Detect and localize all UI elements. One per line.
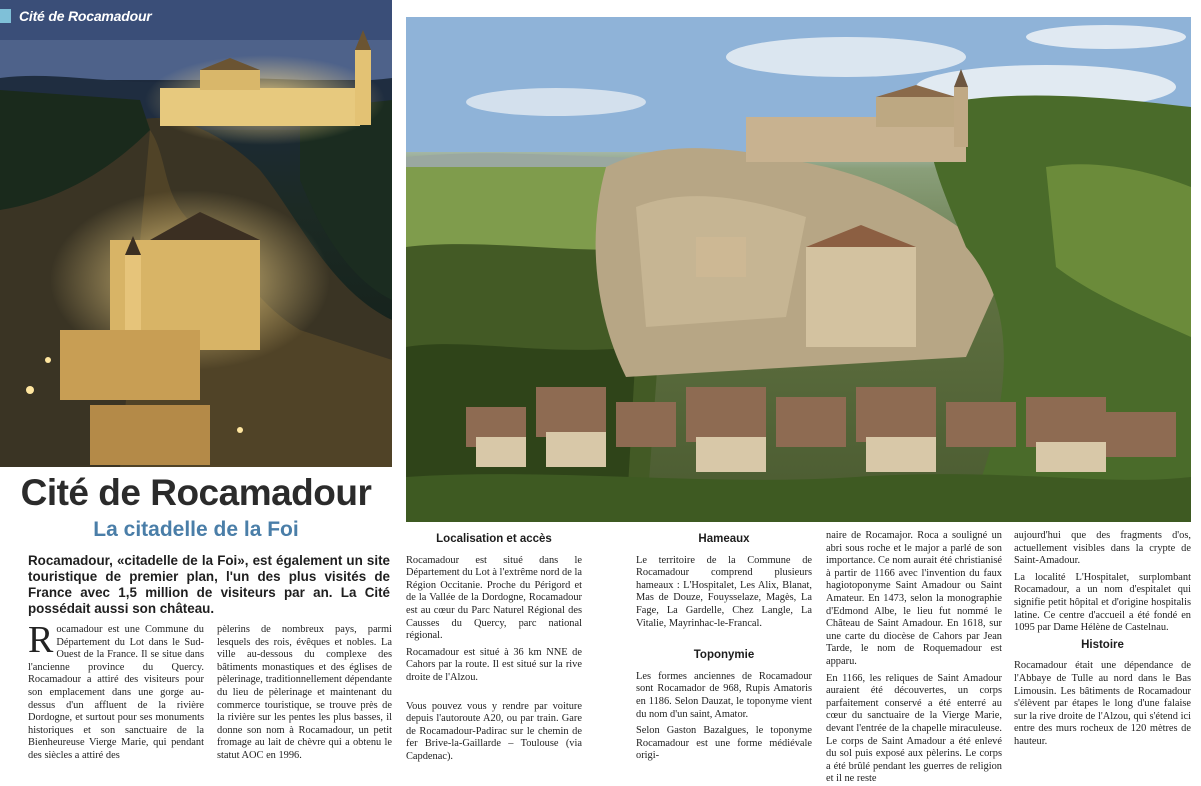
headline: Cité de Rocamadour <box>20 472 372 513</box>
article-column-5 <box>826 530 1002 785</box>
reliques-paragraph-continued: aujourd'hui que des fragments d'os, actuellement visibles dans la crypte de Saint-Amadour. <box>1014 530 1191 567</box>
day-photo-rocamadour <box>406 17 1191 522</box>
section-tab-marker <box>0 9 11 23</box>
toponymie-paragraph-2: Selon Gaston Bazalgues, le toponyme Rocamadour est une forme médiévale origi- <box>636 725 812 762</box>
hospitalet-paragraph: La localité L'Hospitalet, surplombant Rocamadour, a un nom d'espitalet qui signifie petit hôpital et d'origine hospitalis latine. Ce centre d'accueil a été fondé en 1095 par Dame Hélène de Castelnau. <box>1014 571 1191 634</box>
subheadline: La citadelle de la Foi <box>93 518 299 541</box>
histoire-paragraph: Rocamadour était une dépendance de l'Abbaye de Tulle au nord dans le Bas Limousin. Les bâtiments de Rocamadour s'élèvent par étapes le long d'une falaise sur la rive droite de l'Alzou, qui s'étend ici entre des murs rocheux de 120 mètres de hauteur. <box>1014 660 1191 747</box>
article-column-4 <box>636 530 812 762</box>
intro-paragraph-continued: pèlerins de nombreux pays, parmi lesquels des rois, évêques et nobles. La ville au-dessous du complexe des bâtiments monastiques et des églises de pèlerinage, traditionnellement dépendante du lieu de pèlerinage et maintenant du commerce touristique, se trouve près de la rivière sur les pentes les plus basses, il donne son nom à Rocamadour, un petit fromage au lait de chèvre qui a obtenu le statut AOC en 1996. <box>217 624 392 761</box>
drop-cap: R <box>28 619 54 661</box>
heading-toponymie: Toponymie <box>693 649 755 662</box>
article-column-3 <box>406 530 582 762</box>
heading-localisation: Localisation et accès <box>436 533 552 545</box>
reliques-paragraph: En 1166, les reliques de Saint Amadour auraient été découvertes, un corps parfaitement conservé a été enterré au cœur du sanctuaire de la Vierge Marie, devant l'entrée de la chapelle miraculeuse. Le corps de Saint Amadour a été enlevé du sol puis exposé aux pèlerins. Le corps a été brûlé pendant les guerres de religion et il ne reste <box>826 672 1002 785</box>
localisation-paragraph-1: Rocamadour est situé dans le Département du Lot à l'extrême nord de la Région Occitanie. Proche du Périgord et de la Vallée de la Dordogne, Rocamadour est au cœur du Parc Naturel Régional des Causses du Quercy, parc national régional. <box>406 554 582 642</box>
lead-paragraph: Rocamadour, «citadelle de la Foi», est également un site touristique de premier plan, l'un des plus visités de France avec 1,5 million de visiteurs par an. La Cité possédait aussi son château. <box>28 553 390 616</box>
heading-hameaux: Hameaux <box>698 533 750 545</box>
section-tab-label: Cité de Rocamadour <box>19 8 152 24</box>
night-photo-rocamadour <box>0 0 392 467</box>
toponymie-paragraph-3: naire de Rocamajor. Roca a souligné un abri sous roche et le major a parlé de son importance. Ce nom aurait été christianisé à partir de 1166 avec l'invention du faux hagiotoponyme Saint Amadour ou Saint Amateur. En 1473, selon la monographie d'Edmond Albe, le lieu fut nommé le Château de Saint Amadour. En 1618, sur une carte du diocèse de Cahors par Jean Tarde, le nom de Roquemadour est apparu. <box>826 530 1002 667</box>
article-column-2 <box>217 624 392 761</box>
article-column-6 <box>1014 530 1191 748</box>
day-photo-illustration <box>406 17 1191 522</box>
article-column-1 <box>28 619 204 761</box>
localisation-paragraph-3: Vous pouvez vous y rendre par voiture depuis l'autoroute A20, ou par train. Gare de Rocamadour-Padirac sur le chemin de fer Brive-la-Gaillarde – Toulouse (via Capdenac). <box>406 700 582 762</box>
section-tab <box>0 6 200 26</box>
night-photo-illustration <box>0 0 392 467</box>
intro-paragraph: ocamadour est une Commune du Département du Lot dans le Sud-Ouest de la France. Il se situe dans l'ancienne province du Quercy. Rocamadour a attiré des visiteurs pour son emplacement dans une gorge au-dessus d'un affluent de la rivière Dordogne, et surtout pour ses monuments historiques et son sanctuaire de la Bienheureuse Vierge Marie, qui pendant des siècles a attiré des <box>28 624 204 761</box>
heading-histoire: Histoire <box>1081 638 1124 651</box>
localisation-paragraph-2: Rocamadour est situé à 36 km NNE de Cahors par la route. Il est situé sur la rive droite de l'Alzou. <box>406 646 582 683</box>
hameaux-paragraph: Le territoire de la Commune de Rocamadour comprend plusieurs hameaux : L'Hospitalet, Les Alix, Blanat, Mas de Douze, Fouysselaze, Magès, La Fage, La Gardelle, Chez Langle, La Vitalie, Mayrinhac-le-Francal. <box>636 554 812 629</box>
toponymie-paragraph-1: Les formes anciennes de Rocamadour sont Rocamador de 968, Rupis Amatoris en 1186. Selon Dauzat, le toponyme vient du nom d'un saint, Amator. <box>636 670 812 720</box>
